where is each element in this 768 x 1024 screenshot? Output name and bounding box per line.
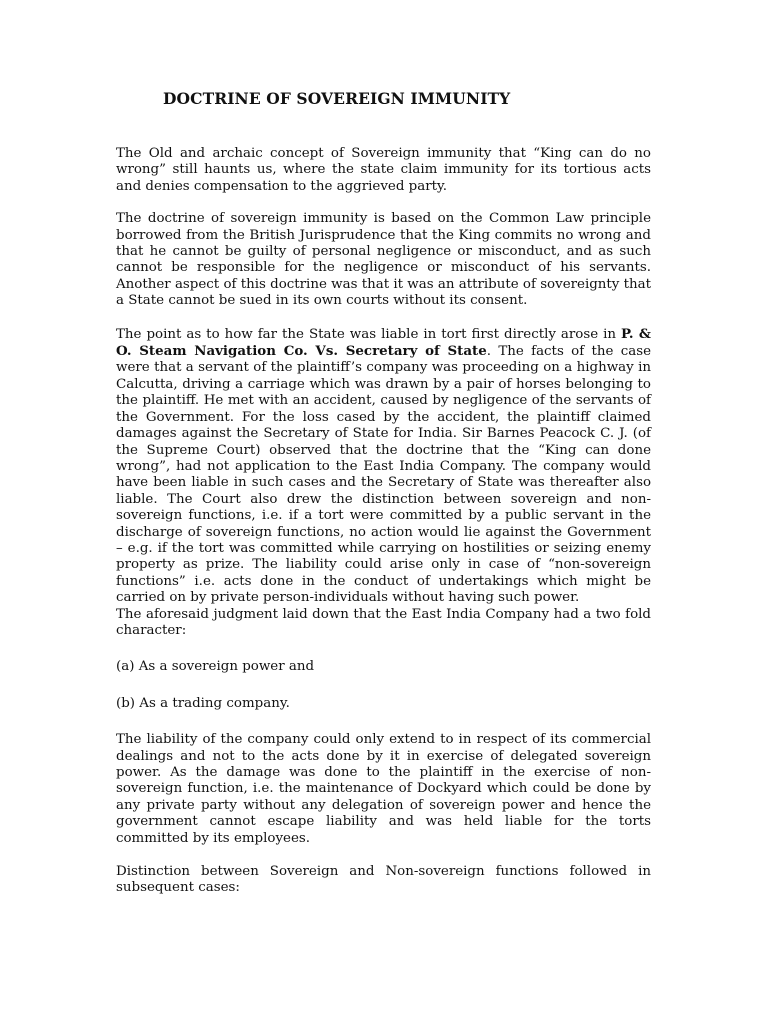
paragraph-intro: The Old and archaic concept of Sovereign immunity that “King can do no wrong” still haunts us, where the state claim immunity for its tortious acts and denies compensation to the aggrieved party. [116, 146, 651, 194]
list-item-sovereign-power: (a) As a sovereign power and [116, 659, 315, 675]
case-facts-text: . The facts of the case were that a servant of the plaintiff’s company was proceeding on a highway in Calcutta, driving a carriage which was drawn by a pair of horses belonging to the plaintiff. He met with an accident, caused by negligence of the servants of the Government. For the loss cased by the accident, the plaintiff claimed damages against the Secretary of State for India. Sir Barnes Peacock C. J. (of the Supreme Court) observed that the doctrine that the “King can done wrong”, had not application to the East India Company. The company would have been liable in such cases and the Secretary of State was thereafter also liable. The Court also drew the distinction between sovereign and non-sovereign functions, i.e. if a tort were committed by a public servant in the discharge of sovereign functions, no action would lie against the Government – e.g. if the tort was committed while carrying on hostilities or seizing enemy property as prize. The liability could arise only in case of “non-sovereign functions” i.e. acts done in the conduct of undertakings which might be carried on by private person-individuals without having such power. [116, 344, 651, 606]
paragraph-doctrine-basis: The doctrine of sovereign immunity is based on the Common Law principle borrowed from the British Jurisprudence that the King commits no wrong and that he cannot be guilty of personal negligence or misconduct, and as such cannot be responsible for the negligence or misconduct of his servants. Another aspect of this doctrine was that it was an attribute of sovereignty that a State cannot be sued in its own courts without its consent. [116, 211, 651, 309]
paragraph-liability: The liability of the company could only extend to in respect of its commercial dealings and not to the acts done by it in exercise of delegated sovereign power. As the damage was done to the plaintiff in the exercise of non-sovereign function, i.e. the maintenance of Dockyard which could be done by any private party without any delegation of sovereign power and hence the government cannot escape liability and was held liable for the torts committed by its employees. [116, 732, 651, 846]
document-title: DOCTRINE OF SOVEREIGN IMMUNITY [163, 89, 511, 108]
case-name: P. & O. Steam Navigation Co. Vs. Secretary of State [116, 325, 651, 360]
case-intro-text: The point as to how far the State was liable in tort first directly arose in [116, 326, 622, 342]
list-item-trading-company: (b) As a trading company. [116, 695, 290, 711]
paragraph-case-facts [116, 326, 651, 607]
document-page [116, 88, 651, 897]
paragraph-two-fold-character: The aforesaid judgment laid down that the East India Company had a two fold character: [116, 606, 651, 638]
paragraph-distinction: Distinction between Sovereign and Non-sovereign functions followed in subsequent cases: [116, 864, 651, 896]
